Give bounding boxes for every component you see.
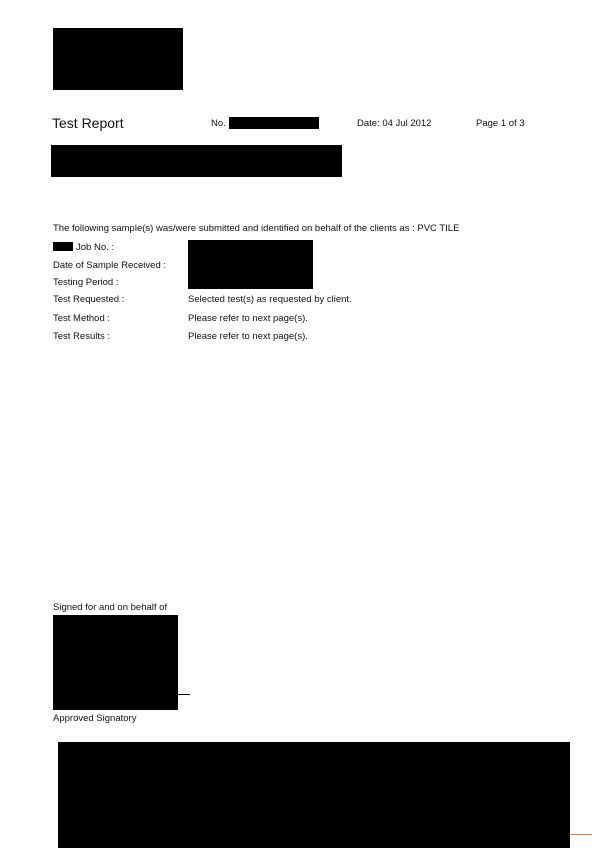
testing-period-label: Testing Period : xyxy=(53,277,119,288)
redacted-report-number xyxy=(229,117,319,129)
redacted-footer xyxy=(58,742,570,848)
redacted-signature xyxy=(53,615,178,710)
test-method-value: Please refer to next page(s). xyxy=(188,313,308,324)
redacted-job-prefix xyxy=(53,242,73,251)
test-results-value: Please refer to next page(s). xyxy=(188,331,308,342)
report-number-label: No. xyxy=(211,118,226,129)
test-results-label: Test Results : xyxy=(53,331,111,342)
test-requested-label: Test Requested : xyxy=(53,294,125,305)
report-title: Test Report xyxy=(52,115,124,131)
page-indicator: Page 1 of 3 xyxy=(476,118,525,129)
redacted-logo xyxy=(53,28,183,90)
footer-accent-line xyxy=(570,834,592,835)
redacted-client-name xyxy=(51,145,342,177)
job-no-label: Job No. : xyxy=(76,242,115,253)
signature-line xyxy=(176,694,190,695)
report-date: Date: 04 Jul 2012 xyxy=(357,118,432,129)
redacted-job-details xyxy=(188,240,313,289)
signed-for-label: Signed for and on behalf of xyxy=(53,602,168,613)
date-received-label: Date of Sample Received : xyxy=(53,260,167,271)
test-method-label: Test Method : xyxy=(53,313,111,324)
test-requested-value: Selected test(s) as requested by client. xyxy=(188,294,352,305)
intro-statement: The following sample(s) was/were submitted and identified on behalf of the clients as : PVC TILE xyxy=(53,223,460,234)
approved-signatory-label: Approved Signatory xyxy=(53,713,137,724)
